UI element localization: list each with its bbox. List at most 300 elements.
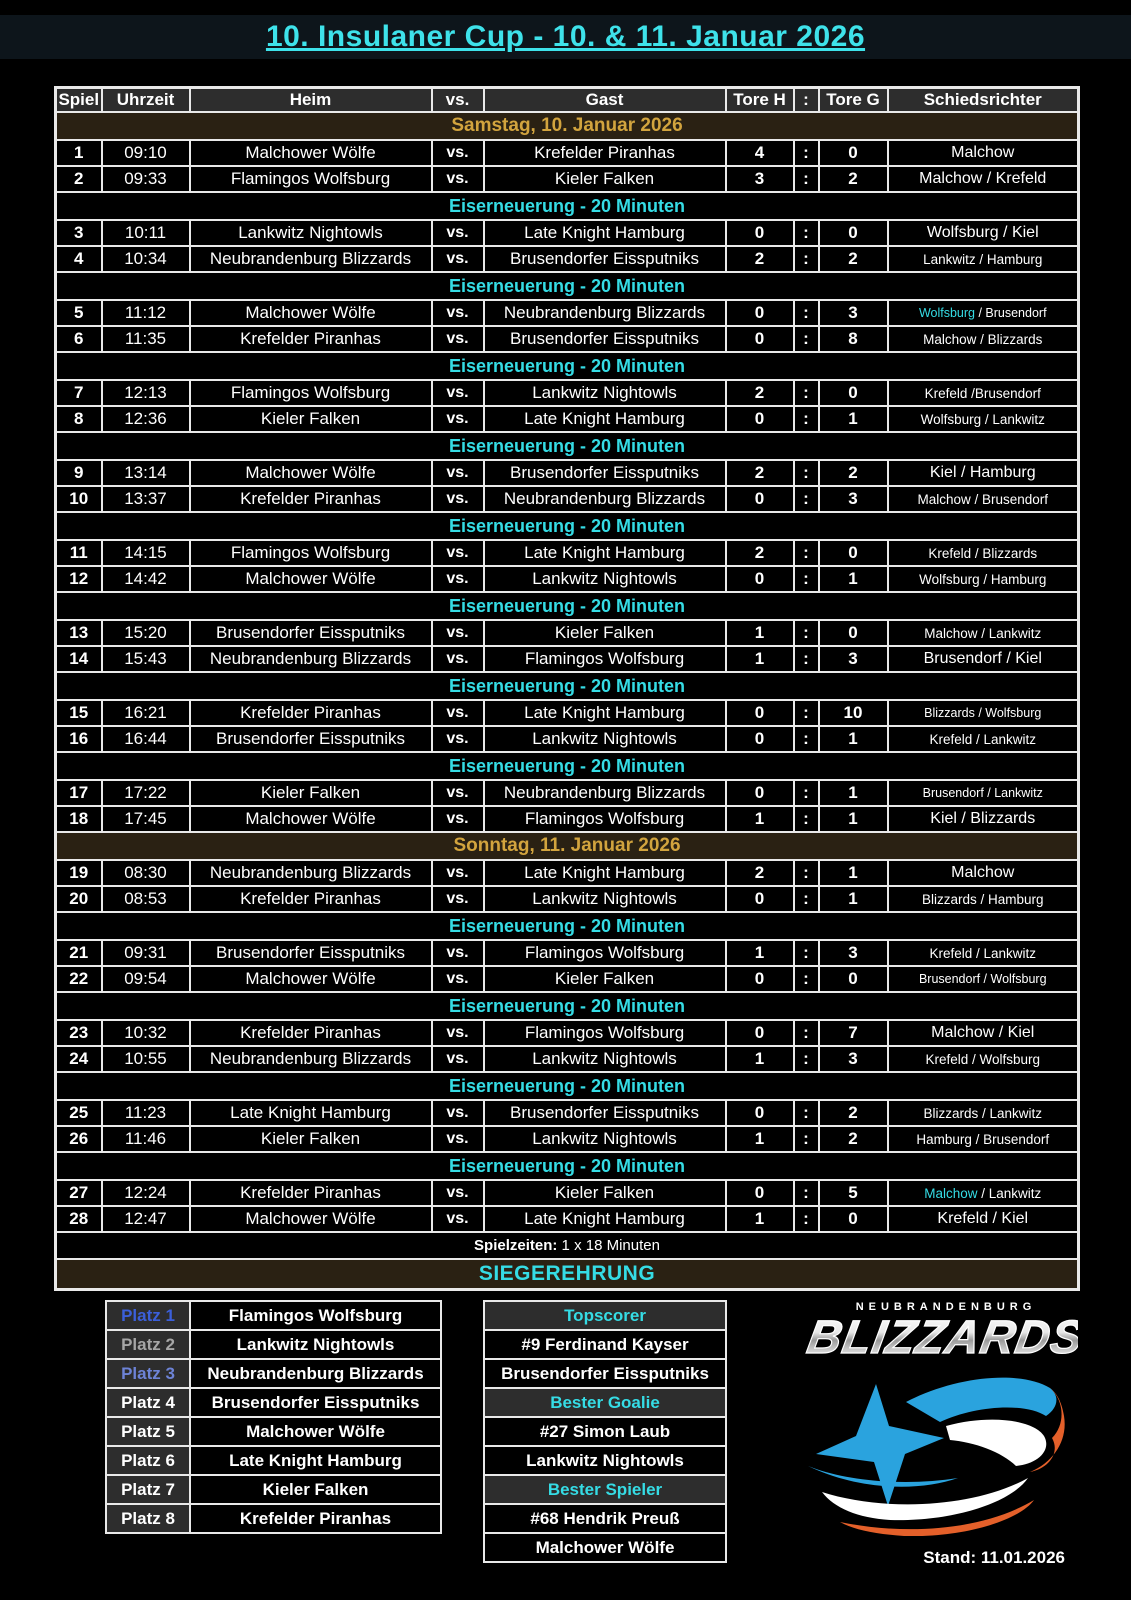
score-guest: 1 bbox=[819, 566, 888, 592]
award-row bbox=[484, 1533, 726, 1562]
match-row bbox=[56, 700, 1079, 726]
play-time-note bbox=[56, 1232, 1079, 1259]
score-colon: : bbox=[794, 140, 819, 166]
match-time: 10:34 bbox=[102, 246, 190, 272]
logo-swoosh-top-blue bbox=[906, 1378, 1056, 1422]
match-time: 09:10 bbox=[102, 140, 190, 166]
break-row bbox=[56, 512, 1079, 540]
score-guest: 0 bbox=[819, 540, 888, 566]
match-number: 9 bbox=[56, 460, 102, 486]
podium-rank-label: Platz 1 bbox=[106, 1301, 190, 1330]
score-colon: : bbox=[794, 1020, 819, 1046]
award-value: Lankwitz Nightowls bbox=[484, 1446, 726, 1475]
podium-table bbox=[105, 1300, 442, 1534]
award-row bbox=[484, 1446, 726, 1475]
referees: Brusendorf / Kiel bbox=[888, 646, 1079, 672]
score-home: 2 bbox=[726, 540, 794, 566]
home-team: Kieler Falken bbox=[190, 780, 432, 806]
award-category: Topscorer bbox=[484, 1301, 726, 1330]
score-guest: 0 bbox=[819, 620, 888, 646]
match-time: 13:37 bbox=[102, 486, 190, 512]
referees: Blizzards / Hamburg bbox=[888, 886, 1079, 912]
awards-table bbox=[483, 1300, 727, 1563]
score-home: 2 bbox=[726, 380, 794, 406]
award-value: #9 Ferdinand Kayser bbox=[484, 1330, 726, 1359]
score-colon: : bbox=[794, 886, 819, 912]
score-home: 0 bbox=[726, 326, 794, 352]
referees: Krefeld / Blizzards bbox=[888, 540, 1079, 566]
home-team: Neubrandenburg Blizzards bbox=[190, 646, 432, 672]
score-home: 4 bbox=[726, 140, 794, 166]
match-number: 21 bbox=[56, 940, 102, 966]
podium-row bbox=[106, 1330, 441, 1359]
podium-team: Late Knight Hamburg bbox=[190, 1446, 441, 1475]
podium-team: Flamingos Wolfsburg bbox=[190, 1301, 441, 1330]
referees: Malchow / Brusendorf bbox=[888, 486, 1079, 512]
vs-label: vs. bbox=[432, 1100, 484, 1126]
award-category: Bester Goalie bbox=[484, 1388, 726, 1417]
break-label: Eiserneuerung - 20 Minuten bbox=[56, 672, 1079, 700]
match-row bbox=[56, 966, 1079, 992]
podium-body bbox=[106, 1301, 441, 1533]
break-label: Eiserneuerung - 20 Minuten bbox=[56, 512, 1079, 540]
note-row bbox=[56, 1232, 1079, 1259]
referee-part: Wolfsburg bbox=[918, 306, 975, 320]
break-label: Eiserneuerung - 20 Minuten bbox=[56, 912, 1079, 940]
break-label: Eiserneuerung - 20 Minuten bbox=[56, 1152, 1079, 1180]
schedule-table bbox=[54, 86, 1080, 1291]
score-colon: : bbox=[794, 1046, 819, 1072]
home-team: Malchower Wölfe bbox=[190, 300, 432, 326]
referees: Blizzards / Lankwitz bbox=[888, 1100, 1079, 1126]
score-colon: : bbox=[794, 780, 819, 806]
guest-team: Kieler Falken bbox=[484, 166, 726, 192]
referees: Malchow / Lankwitz bbox=[888, 620, 1079, 646]
score-colon: : bbox=[794, 326, 819, 352]
match-time: 17:45 bbox=[102, 806, 190, 832]
score-home: 1 bbox=[726, 620, 794, 646]
match-row bbox=[56, 246, 1079, 272]
score-home: 0 bbox=[726, 566, 794, 592]
podium-team: Neubrandenburg Blizzards bbox=[190, 1359, 441, 1388]
match-number: 25 bbox=[56, 1100, 102, 1126]
match-number: 23 bbox=[56, 1020, 102, 1046]
match-row bbox=[56, 1046, 1079, 1072]
match-time: 15:43 bbox=[102, 646, 190, 672]
podium-team: Malchower Wölfe bbox=[190, 1417, 441, 1446]
vs-label: vs. bbox=[432, 460, 484, 486]
vs-label: vs. bbox=[432, 166, 484, 192]
award-row bbox=[484, 1388, 726, 1417]
match-row bbox=[56, 566, 1079, 592]
award-value: Malchower Wölfe bbox=[484, 1533, 726, 1562]
score-home: 2 bbox=[726, 860, 794, 886]
referees: Malchow / Kiel bbox=[888, 1020, 1079, 1046]
match-row bbox=[56, 540, 1079, 566]
podium-team: Krefelder Piranhas bbox=[190, 1504, 441, 1533]
guest-team: Lankwitz Nightowls bbox=[484, 1126, 726, 1152]
match-time: 12:24 bbox=[102, 1180, 190, 1206]
guest-team: Lankwitz Nightowls bbox=[484, 726, 726, 752]
match-row bbox=[56, 1180, 1079, 1206]
score-home: 1 bbox=[726, 1206, 794, 1232]
vs-label: vs. bbox=[432, 966, 484, 992]
score-colon: : bbox=[794, 486, 819, 512]
podium-row bbox=[106, 1446, 441, 1475]
guest-team: Flamingos Wolfsburg bbox=[484, 806, 726, 832]
vs-label: vs. bbox=[432, 860, 484, 886]
podium-row bbox=[106, 1417, 441, 1446]
home-team: Kieler Falken bbox=[190, 406, 432, 432]
column-header-5: Tore H bbox=[726, 88, 794, 113]
guest-team: Brusendorfer Eissputniks bbox=[484, 246, 726, 272]
score-home: 0 bbox=[726, 966, 794, 992]
match-number: 12 bbox=[56, 566, 102, 592]
score-colon: : bbox=[794, 380, 819, 406]
podium-rank-label: Platz 5 bbox=[106, 1417, 190, 1446]
match-time: 12:36 bbox=[102, 406, 190, 432]
match-time: 14:15 bbox=[102, 540, 190, 566]
award-row bbox=[484, 1330, 726, 1359]
score-home: 0 bbox=[726, 1020, 794, 1046]
score-guest: 10 bbox=[819, 700, 888, 726]
match-row bbox=[56, 1020, 1079, 1046]
score-guest: 1 bbox=[819, 806, 888, 832]
match-row bbox=[56, 220, 1079, 246]
guest-team: Kieler Falken bbox=[484, 1180, 726, 1206]
guest-team: Late Knight Hamburg bbox=[484, 540, 726, 566]
home-team: Flamingos Wolfsburg bbox=[190, 380, 432, 406]
match-time: 09:33 bbox=[102, 166, 190, 192]
day-header: Samstag, 10. Januar 2026 bbox=[56, 112, 1079, 140]
match-row bbox=[56, 620, 1079, 646]
score-home: 0 bbox=[726, 1100, 794, 1126]
guest-team: Late Knight Hamburg bbox=[484, 860, 726, 886]
award-value: #68 Hendrik Preuß bbox=[484, 1504, 726, 1533]
home-team: Flamingos Wolfsburg bbox=[190, 166, 432, 192]
home-team: Neubrandenburg Blizzards bbox=[190, 1046, 432, 1072]
home-team: Krefelder Piranhas bbox=[190, 486, 432, 512]
blizzards-logo-graphic bbox=[788, 1296, 1078, 1536]
match-time: 09:31 bbox=[102, 940, 190, 966]
referees: Malchow bbox=[888, 860, 1079, 886]
match-number: 2 bbox=[56, 166, 102, 192]
score-colon: : bbox=[794, 806, 819, 832]
score-colon: : bbox=[794, 1206, 819, 1232]
score-guest: 0 bbox=[819, 966, 888, 992]
vs-label: vs. bbox=[432, 486, 484, 512]
score-guest: 0 bbox=[819, 380, 888, 406]
referees: Malchow / Krefeld bbox=[888, 166, 1079, 192]
score-colon: : bbox=[794, 860, 819, 886]
referees: Brusendorf / Wolfsburg bbox=[888, 966, 1079, 992]
vs-label: vs. bbox=[432, 406, 484, 432]
match-row bbox=[56, 940, 1079, 966]
match-row bbox=[56, 780, 1079, 806]
break-label: Eiserneuerung - 20 Minuten bbox=[56, 992, 1079, 1020]
guest-team: Flamingos Wolfsburg bbox=[484, 1020, 726, 1046]
match-row bbox=[56, 1206, 1079, 1232]
match-number: 14 bbox=[56, 646, 102, 672]
match-row bbox=[56, 326, 1079, 352]
guest-team: Kieler Falken bbox=[484, 620, 726, 646]
match-number: 17 bbox=[56, 780, 102, 806]
match-row bbox=[56, 486, 1079, 512]
match-number: 22 bbox=[56, 966, 102, 992]
vs-label: vs. bbox=[432, 1180, 484, 1206]
award-category: Bester Spieler bbox=[484, 1475, 726, 1504]
score-home: 2 bbox=[726, 460, 794, 486]
match-row bbox=[56, 860, 1079, 886]
match-number: 27 bbox=[56, 1180, 102, 1206]
score-guest: 0 bbox=[819, 1206, 888, 1232]
score-home: 0 bbox=[726, 300, 794, 326]
referees: Kiel / Hamburg bbox=[888, 460, 1079, 486]
match-number: 11 bbox=[56, 540, 102, 566]
vs-label: vs. bbox=[432, 540, 484, 566]
note-label: Spielzeiten: bbox=[474, 1237, 558, 1254]
vs-label: vs. bbox=[432, 806, 484, 832]
match-time: 09:54 bbox=[102, 966, 190, 992]
match-row bbox=[56, 140, 1079, 166]
match-time: 10:32 bbox=[102, 1020, 190, 1046]
referees: Krefeld /Brusendorf bbox=[888, 380, 1079, 406]
score-home: 2 bbox=[726, 246, 794, 272]
break-row bbox=[56, 272, 1079, 300]
title-band bbox=[0, 15, 1131, 59]
vs-label: vs. bbox=[432, 780, 484, 806]
logo-wordmark bbox=[803, 1311, 1078, 1364]
guest-team: Late Knight Hamburg bbox=[484, 1206, 726, 1232]
stand-date: Stand: 11.01.2026 bbox=[923, 1548, 1065, 1567]
column-header-4: Gast bbox=[484, 88, 726, 113]
referee-part: / Lankwitz bbox=[977, 1185, 1042, 1201]
match-number: 7 bbox=[56, 380, 102, 406]
podium-rank-label: Platz 7 bbox=[106, 1475, 190, 1504]
match-number: 24 bbox=[56, 1046, 102, 1072]
match-number: 4 bbox=[56, 246, 102, 272]
vs-label: vs. bbox=[432, 300, 484, 326]
score-home: 0 bbox=[726, 726, 794, 752]
score-home: 0 bbox=[726, 220, 794, 246]
match-time: 10:11 bbox=[102, 220, 190, 246]
vs-label: vs. bbox=[432, 886, 484, 912]
podium-team: Lankwitz Nightowls bbox=[190, 1330, 441, 1359]
break-row bbox=[56, 1152, 1079, 1180]
column-header-2: Heim bbox=[190, 88, 432, 113]
vs-label: vs. bbox=[432, 620, 484, 646]
logo-star-mark bbox=[808, 1378, 1065, 1536]
logo-city-text: NEUBRANDENBURG bbox=[855, 1301, 1037, 1313]
referees: Krefeld / Wolfsburg bbox=[888, 1046, 1079, 1072]
break-label: Eiserneuerung - 20 Minuten bbox=[56, 192, 1079, 220]
referees: Brusendorf / Lankwitz bbox=[888, 780, 1079, 806]
score-guest: 1 bbox=[819, 886, 888, 912]
column-header-8: Schiedsrichter bbox=[888, 88, 1079, 113]
guest-team: Kieler Falken bbox=[484, 966, 726, 992]
match-number: 6 bbox=[56, 326, 102, 352]
break-label: Eiserneuerung - 20 Minuten bbox=[56, 352, 1079, 380]
break-label: Eiserneuerung - 20 Minuten bbox=[56, 272, 1079, 300]
referees bbox=[888, 300, 1079, 326]
guest-team: Lankwitz Nightowls bbox=[484, 566, 726, 592]
match-row bbox=[56, 646, 1079, 672]
home-team: Brusendorfer Eissputniks bbox=[190, 726, 432, 752]
blizzards-logo bbox=[788, 1296, 1078, 1536]
referees: Lankwitz / Hamburg bbox=[888, 246, 1079, 272]
guest-team: Late Knight Hamburg bbox=[484, 406, 726, 432]
schedule-header-row bbox=[56, 88, 1079, 113]
score-colon: : bbox=[794, 1180, 819, 1206]
award-row bbox=[484, 1504, 726, 1533]
referees: Malchow bbox=[888, 140, 1079, 166]
podium-rank-label: Platz 2 bbox=[106, 1330, 190, 1359]
score-home: 1 bbox=[726, 806, 794, 832]
score-guest: 2 bbox=[819, 166, 888, 192]
referees: Wolfsburg / Kiel bbox=[888, 220, 1079, 246]
home-team: Brusendorfer Eissputniks bbox=[190, 620, 432, 646]
match-time: 11:12 bbox=[102, 300, 190, 326]
vs-label: vs. bbox=[432, 380, 484, 406]
score-home: 1 bbox=[726, 1126, 794, 1152]
podium-row bbox=[106, 1504, 441, 1533]
guest-team: Late Knight Hamburg bbox=[484, 700, 726, 726]
match-number: 5 bbox=[56, 300, 102, 326]
score-home: 0 bbox=[726, 1180, 794, 1206]
vs-label: vs. bbox=[432, 1046, 484, 1072]
score-guest: 0 bbox=[819, 140, 888, 166]
score-guest: 7 bbox=[819, 1020, 888, 1046]
match-row bbox=[56, 1100, 1079, 1126]
award-row bbox=[484, 1475, 726, 1504]
vs-label: vs. bbox=[432, 326, 484, 352]
home-team: Malchower Wölfe bbox=[190, 566, 432, 592]
home-team: Flamingos Wolfsburg bbox=[190, 540, 432, 566]
score-guest: 2 bbox=[819, 460, 888, 486]
match-time: 16:21 bbox=[102, 700, 190, 726]
score-colon: : bbox=[794, 646, 819, 672]
score-home: 1 bbox=[726, 1046, 794, 1072]
schedule-body bbox=[56, 112, 1079, 1290]
referees: Wolfsburg / Lankwitz bbox=[888, 406, 1079, 432]
score-colon: : bbox=[794, 300, 819, 326]
home-team: Malchower Wölfe bbox=[190, 140, 432, 166]
match-time: 16:44 bbox=[102, 726, 190, 752]
schedule-header bbox=[56, 88, 1079, 113]
break-row bbox=[56, 1072, 1079, 1100]
vs-label: vs. bbox=[432, 646, 484, 672]
guest-team: Lankwitz Nightowls bbox=[484, 1046, 726, 1072]
match-number: 18 bbox=[56, 806, 102, 832]
score-colon: : bbox=[794, 1126, 819, 1152]
vs-label: vs. bbox=[432, 940, 484, 966]
podium-row bbox=[106, 1301, 441, 1330]
ceremony-banner: SIEGEREHRUNG bbox=[56, 1259, 1079, 1290]
home-team: Neubrandenburg Blizzards bbox=[190, 246, 432, 272]
award-row bbox=[484, 1301, 726, 1330]
day-row bbox=[56, 832, 1079, 860]
podium-rank-label: Platz 6 bbox=[106, 1446, 190, 1475]
break-row bbox=[56, 352, 1079, 380]
home-team: Kieler Falken bbox=[190, 1126, 432, 1152]
home-team: Krefelder Piranhas bbox=[190, 1020, 432, 1046]
home-team: Krefelder Piranhas bbox=[190, 326, 432, 352]
score-guest: 1 bbox=[819, 726, 888, 752]
guest-team: Krefelder Piranhas bbox=[484, 140, 726, 166]
match-number: 10 bbox=[56, 486, 102, 512]
score-home: 3 bbox=[726, 166, 794, 192]
referees: Krefeld / Lankwitz bbox=[888, 726, 1079, 752]
break-row bbox=[56, 672, 1079, 700]
match-time: 13:14 bbox=[102, 460, 190, 486]
vs-label: vs. bbox=[432, 726, 484, 752]
score-colon: : bbox=[794, 566, 819, 592]
guest-team: Neubrandenburg Blizzards bbox=[484, 300, 726, 326]
referees bbox=[888, 1180, 1079, 1206]
score-home: 0 bbox=[726, 406, 794, 432]
score-home: 0 bbox=[726, 780, 794, 806]
match-time: 17:22 bbox=[102, 780, 190, 806]
home-team: Late Knight Hamburg bbox=[190, 1100, 432, 1126]
match-row bbox=[56, 406, 1079, 432]
score-guest: 1 bbox=[819, 780, 888, 806]
score-guest: 5 bbox=[819, 1180, 888, 1206]
match-row bbox=[56, 166, 1079, 192]
break-label: Eiserneuerung - 20 Minuten bbox=[56, 592, 1079, 620]
match-number: 20 bbox=[56, 886, 102, 912]
match-time: 12:47 bbox=[102, 1206, 190, 1232]
referee-part: / Brusendorf bbox=[974, 306, 1047, 320]
break-row bbox=[56, 592, 1079, 620]
score-guest: 2 bbox=[819, 246, 888, 272]
referee-part: Malchow bbox=[924, 1185, 978, 1201]
score-colon: : bbox=[794, 406, 819, 432]
award-value: Brusendorfer Eissputniks bbox=[484, 1359, 726, 1388]
guest-team: Late Knight Hamburg bbox=[484, 220, 726, 246]
match-row bbox=[56, 380, 1079, 406]
score-colon: : bbox=[794, 220, 819, 246]
score-colon: : bbox=[794, 726, 819, 752]
score-colon: : bbox=[794, 620, 819, 646]
break-label: Eiserneuerung - 20 Minuten bbox=[56, 752, 1079, 780]
podium-row bbox=[106, 1359, 441, 1388]
score-colon: : bbox=[794, 700, 819, 726]
vs-label: vs. bbox=[432, 566, 484, 592]
vs-label: vs. bbox=[432, 700, 484, 726]
score-guest: 0 bbox=[819, 220, 888, 246]
match-number: 19 bbox=[56, 860, 102, 886]
column-header-3: vs. bbox=[432, 88, 484, 113]
score-colon: : bbox=[794, 1100, 819, 1126]
note-value: 1 x 18 Minuten bbox=[557, 1237, 660, 1254]
home-team: Malchower Wölfe bbox=[190, 966, 432, 992]
guest-team: Brusendorfer Eissputniks bbox=[484, 1100, 726, 1126]
break-row bbox=[56, 192, 1079, 220]
break-row bbox=[56, 752, 1079, 780]
break-label: Eiserneuerung - 20 Minuten bbox=[56, 1072, 1079, 1100]
vs-label: vs. bbox=[432, 1126, 484, 1152]
match-time: 14:42 bbox=[102, 566, 190, 592]
podium-rank-label: Platz 3 bbox=[106, 1359, 190, 1388]
podium-team: Brusendorfer Eissputniks bbox=[190, 1388, 441, 1417]
column-header-1: Uhrzeit bbox=[102, 88, 190, 113]
guest-team: Neubrandenburg Blizzards bbox=[484, 780, 726, 806]
vs-label: vs. bbox=[432, 1206, 484, 1232]
match-time: 08:53 bbox=[102, 886, 190, 912]
referees: Krefeld / Lankwitz bbox=[888, 940, 1079, 966]
award-value: #27 Simon Laub bbox=[484, 1417, 726, 1446]
logo-blob-white bbox=[946, 1420, 1046, 1466]
